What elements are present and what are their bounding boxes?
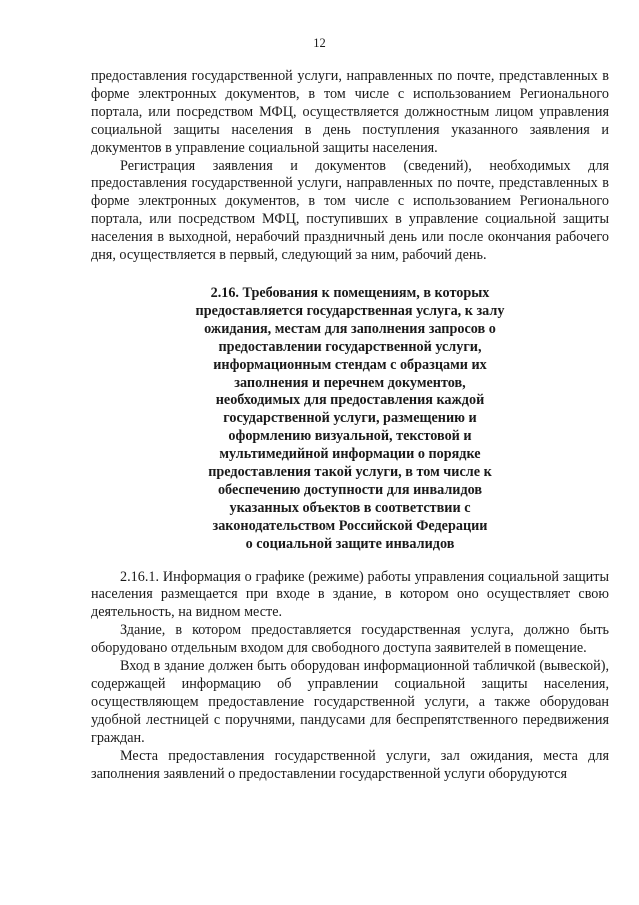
- section-heading-line: предоставлении государственной услуги,: [218, 338, 482, 355]
- page-number: 12: [313, 36, 326, 50]
- body-paragraph: предоставления государственной услуги, направленных по почте, представленных в форме электронных документов, в том числе с использованием Регионального портала, или посредством МФЦ, осуществляется должностным лицом управления социальной защиты населения в день поступления указанного заявления и документов в управление социальной защиты населения.: [91, 68, 609, 156]
- section-heading-line: необходимых для предоставления каждой: [215, 392, 485, 409]
- section-heading-line: информационным стендам с образцами их: [213, 356, 487, 373]
- section-heading-line: указанных объектов в соответствии с: [229, 499, 471, 516]
- section-heading-line: мультимедийной информации о порядке: [219, 446, 481, 463]
- section-heading-line: предоставляется государственная услуга, к залу: [195, 302, 505, 319]
- body-paragraph: Места предоставления государственной услуги, зал ожидания, места для заполнения заявлений о предоставлении государственной услуги оборудуются: [91, 747, 609, 782]
- section-heading-line: ожидания, местам для заполнения запросов о: [204, 320, 496, 337]
- section-heading: [170, 285, 530, 554]
- body-paragraph: Здание, в котором предоставляется государственная услуга, должно быть оборудовано отдельным входом для свободного доступа заявителей в помещение.: [91, 622, 609, 657]
- body-paragraph: Регистрация заявления и документов (сведений), необходимых для предоставления государственной услуги, направленных по почте, представленных в форме электронных документов, в том числе с использованием Регионального портала, или посредством МФЦ, поступивших в управление социальной защиты населения в выходной, нерабочий праздничный день или после окончания рабочего дня, осуществляется в первый, следующий за ним, рабочий день.: [91, 157, 609, 264]
- section-heading-line: оформлению визуальной, текстовой и: [228, 428, 472, 445]
- section-heading-line: обеспечению доступности для инвалидов: [217, 481, 483, 498]
- section-heading-line: заполнения и перечнем документов,: [234, 374, 466, 391]
- body-paragraph: Вход в здание должен быть оборудован информационной табличкой (вывеской), содержащей информацию об управлении социальной защиты населения, осуществляющем предоставление государственной услуги, а также оборудован удобной лестницей с поручнями, пандусами для беспрепятственного передвижения граждан.: [91, 658, 609, 746]
- section-heading-line: законодательством Российской Федерации: [212, 517, 488, 534]
- section-heading-line: государственной услуги, размещению и: [223, 410, 477, 427]
- section-heading-line: о социальной защите инвалидов: [245, 535, 455, 552]
- section-heading-line: предоставления такой услуги, в том числе к: [208, 464, 492, 481]
- section-heading-line: 2.16. Требования к помещениям, в которых: [210, 284, 490, 301]
- page-body: [91, 68, 609, 783]
- body-paragraph: 2.16.1. Информация о графике (режиме) работы управления социальной защиты населения размещается при входе в здание, в котором оно осуществляет свою деятельность, на видном месте.: [91, 568, 609, 621]
